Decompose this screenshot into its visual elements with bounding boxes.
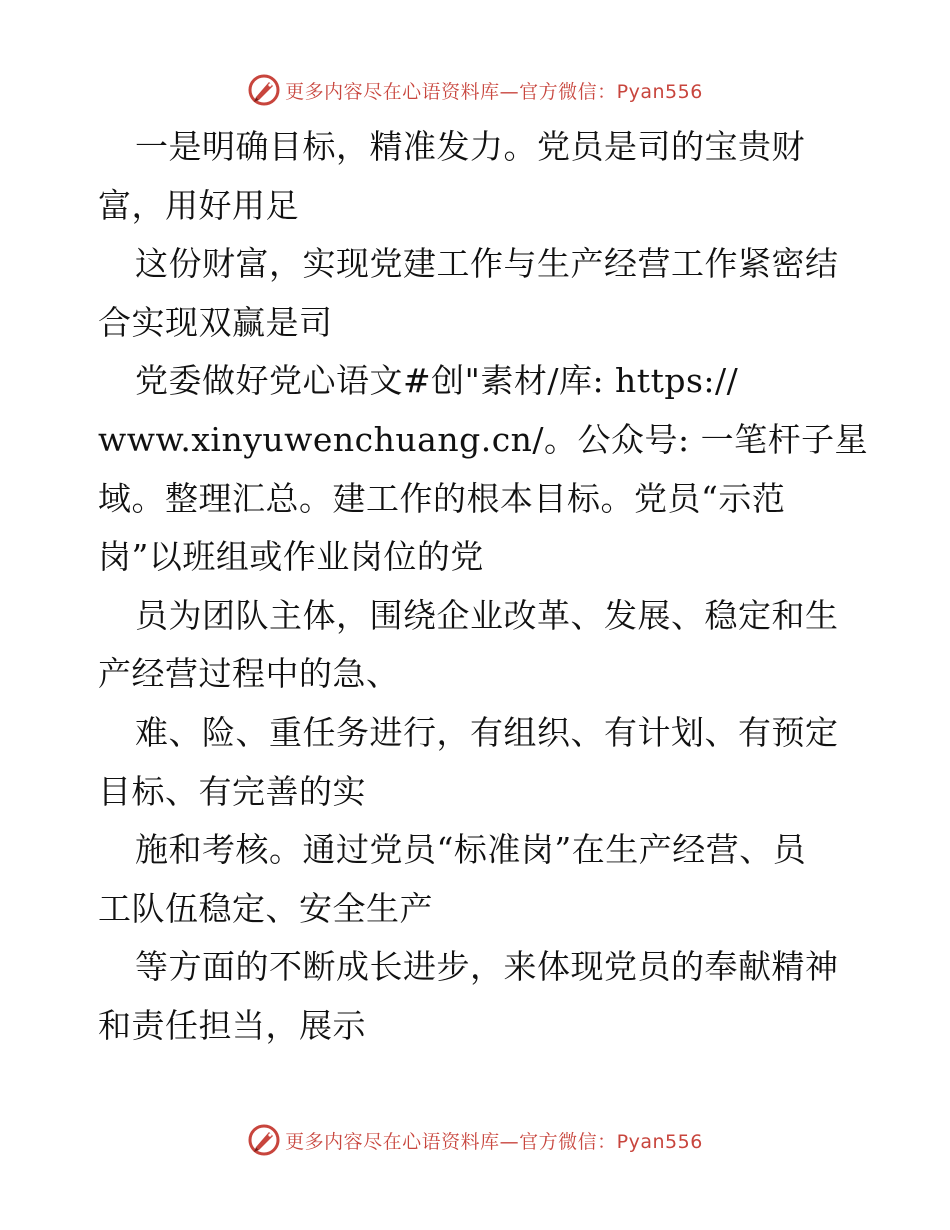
document-body xyxy=(98,118,869,1056)
paragraph-line: 一是明确目标，精准发力。党员是司的宝贵财 xyxy=(135,127,805,166)
paragraph-line: 等方面的不断成长进步，来体现党员的奉献精神 xyxy=(135,947,839,987)
paragraph-line: www.xinyuwenchuang.cn/。公众号: 一笔杆子星 xyxy=(98,419,869,459)
paragraph-line: 合实现双赢是司 xyxy=(98,302,333,342)
paragraph-line: 员为团队主体，围绕企业改革、发展、稳定和生 xyxy=(135,595,839,635)
paragraph-line: 这份财富，实现党建工作与生产经营工作紧密结 xyxy=(135,244,839,284)
footer-banner-text: 更多内容尽在心语资料库—官方微信：Pyan556 xyxy=(285,1130,703,1153)
paragraph-line: 难、险、重任务进行，有组织、有计划、有预定 xyxy=(135,712,839,752)
pen-nib-logo-icon xyxy=(247,73,281,107)
paragraph-line: 目标、有完善的实 xyxy=(98,771,366,811)
paragraph-line: 域。整理汇总。建工作的根本目标。党员“示范 xyxy=(98,478,786,518)
footer-banner xyxy=(0,1120,950,1160)
header-banner-text: 更多内容尽在心语资料库—官方微信：Pyan556 xyxy=(285,80,703,103)
paragraph-line: 党委做好党心语文#创"素材/库: https:// xyxy=(135,361,739,401)
paragraph-line: 工队伍稳定、安全生产 xyxy=(98,888,433,928)
paragraph-line: 富，用好用足 xyxy=(98,185,299,225)
paragraph-line: 岗”以班组或作业岗位的党 xyxy=(98,537,484,577)
header-banner xyxy=(0,70,950,110)
paragraph-line: 施和考核。通过党员“标准岗”在生产经营、员 xyxy=(135,830,807,870)
pen-nib-logo-icon xyxy=(247,1123,281,1157)
paragraph-line: 和责任担当，展示 xyxy=(98,1005,366,1045)
paragraph-line: 产经营过程中的急、 xyxy=(98,654,400,694)
